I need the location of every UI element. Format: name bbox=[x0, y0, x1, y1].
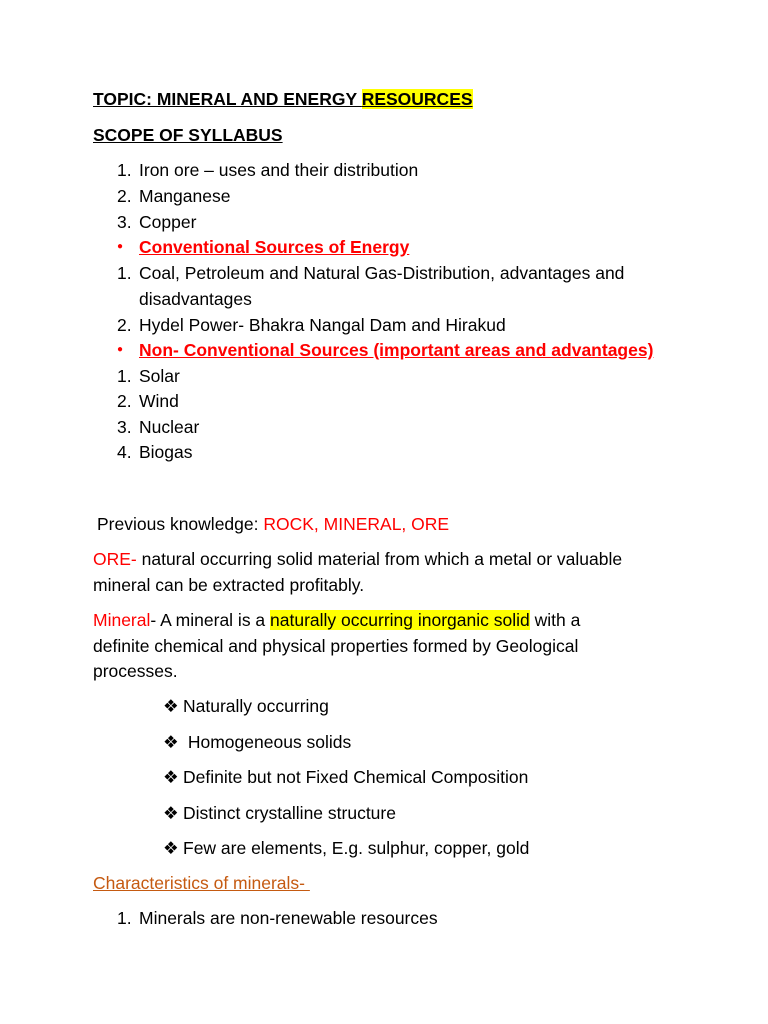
bullet-icon: ● bbox=[117, 344, 124, 355]
page-title bbox=[93, 88, 473, 110]
title-text: TOPIC: MINERAL AND ENERGY bbox=[93, 89, 362, 109]
list-item: ❖ Naturally occurring bbox=[163, 696, 329, 716]
diamond-bullet-icon: ❖ bbox=[163, 838, 179, 858]
characteristics-heading: Characteristics of minerals- bbox=[93, 873, 310, 893]
scope-heading: SCOPE OF SYLLABUS bbox=[93, 125, 283, 145]
ore-term: ORE- bbox=[93, 549, 137, 569]
diamond-bullet-icon: ❖ bbox=[163, 767, 179, 787]
list-item: ❖ Definite but not Fixed Chemical Composition bbox=[163, 767, 529, 787]
previous-knowledge: Previous knowledge: ROCK, MINERAL, ORE bbox=[97, 514, 450, 534]
diamond-bullet-icon: ❖ bbox=[163, 803, 179, 823]
title-highlight: RESOURCES bbox=[361, 89, 473, 109]
document-page: TOPIC: MINERAL AND ENERGY RESOURCES SCOPE OF SYLLABUS 1. Iron ore – uses and their distribution 2. Manganese 3. Copper ● Conventional Sources of Energy 1. Coal, Petroleum and Natural Gas-Distribution, advantages and disadvantages 2. Hydel Power- Bhakra Nangal Dam and Hirakud ● Non- Conventional Sources (important areas and advantages) 1. Solar 2. Wind 3. Nuclear 4. Biogas Previous knowledge: ROCK, MINERAL, ORE ORE- natural occurring solid material from which a metal or valuable mineral can be extracted profitably. Mineral- A mineral is a naturally occurring inorganic solid with a definite chemical and physical properties formed by Geological processes. ❖ Naturally occurring ❖ Homogeneous solids ❖ Definite but not Fixed Chemical Composition ❖ Distinct crystalline structure ❖ Few are elements, E.g. sulphur, copper, gold Characteristics of minerals- 1. Minerals are non-renewable resources bbox=[93, 89, 654, 928]
diamond-bullet-icon: ❖ bbox=[163, 732, 179, 752]
list-item: ❖ Few are elements, E.g. sulphur, copper, gold bbox=[163, 838, 530, 858]
mineral-highlight: naturally occurring inorganic solid bbox=[270, 610, 530, 630]
diamond-bullet-icon: ❖ bbox=[163, 696, 179, 716]
mineral-term: Mineral bbox=[93, 610, 151, 630]
list-item: ❖ Distinct crystalline structure bbox=[163, 803, 396, 823]
list-item: ❖ Homogeneous solids bbox=[163, 732, 352, 752]
bullet-icon: ● bbox=[117, 241, 124, 252]
